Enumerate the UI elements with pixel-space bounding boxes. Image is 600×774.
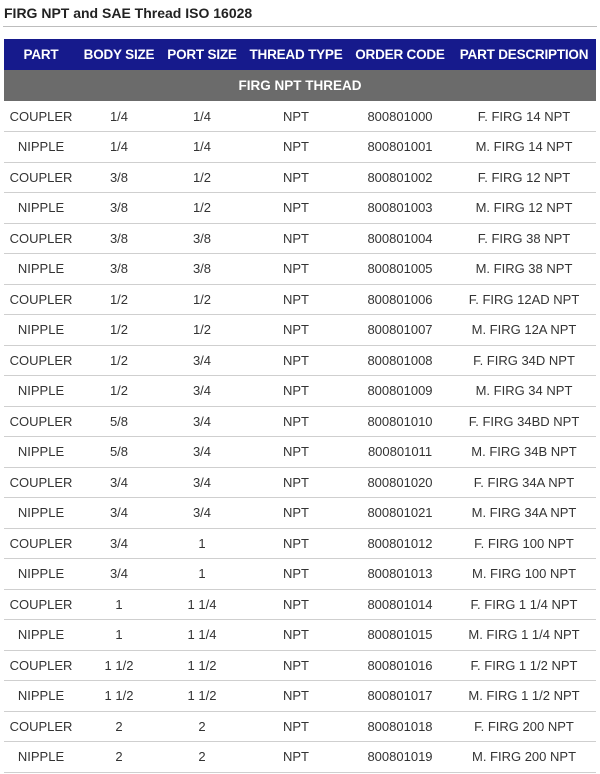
cell-thread-type: NPT <box>244 681 348 712</box>
header-thread-type: THREAD TYPE <box>244 39 348 70</box>
cell-thread-type: NPT <box>244 742 348 773</box>
table-row <box>4 559 596 590</box>
table-row <box>4 498 596 529</box>
cell-part-description: M. FIRG 34 NPT <box>452 376 596 407</box>
cell-body-size: 3/8 <box>78 193 160 224</box>
cell-thread-type: NPT <box>244 620 348 651</box>
cell-part: NIPPLE <box>4 193 78 224</box>
table-row <box>4 254 596 285</box>
cell-part: COUPLER <box>4 589 78 620</box>
cell-order-code: 800801008 <box>348 345 452 376</box>
cell-body-size: 1/2 <box>78 376 160 407</box>
table-row <box>4 742 596 773</box>
cell-part: NIPPLE <box>4 376 78 407</box>
cell-body-size: 5/8 <box>78 437 160 468</box>
cell-thread-type: NPT <box>244 711 348 742</box>
cell-order-code: 800801000 <box>348 101 452 132</box>
cell-port-size: 3/4 <box>160 437 244 468</box>
cell-port-size: 3/4 <box>160 406 244 437</box>
cell-part-description: M. FIRG 12A NPT <box>452 315 596 346</box>
cell-body-size: 3/4 <box>78 559 160 590</box>
cell-part-description: F. FIRG 34A NPT <box>452 467 596 498</box>
cell-part: COUPLER <box>4 223 78 254</box>
table-row <box>4 467 596 498</box>
cell-port-size: 1 <box>160 559 244 590</box>
cell-thread-type: NPT <box>244 528 348 559</box>
table-row <box>4 589 596 620</box>
cell-port-size: 2 <box>160 742 244 773</box>
cell-part: COUPLER <box>4 711 78 742</box>
header-port-size: PORT SIZE <box>160 39 244 70</box>
thread-spec-table <box>4 39 596 773</box>
cell-order-code: 800801006 <box>348 284 452 315</box>
cell-port-size: 3/4 <box>160 345 244 376</box>
cell-body-size: 1/4 <box>78 101 160 132</box>
cell-part: NIPPLE <box>4 254 78 285</box>
cell-port-size: 1/2 <box>160 315 244 346</box>
table-row <box>4 620 596 651</box>
cell-port-size: 3/8 <box>160 223 244 254</box>
cell-thread-type: NPT <box>244 223 348 254</box>
cell-thread-type: NPT <box>244 345 348 376</box>
header-part: PART <box>4 39 78 70</box>
header-body-size: BODY SIZE <box>78 39 160 70</box>
cell-order-code: 800801011 <box>348 437 452 468</box>
cell-part: COUPLER <box>4 284 78 315</box>
cell-part: COUPLER <box>4 162 78 193</box>
cell-part: COUPLER <box>4 406 78 437</box>
cell-port-size: 1 1/2 <box>160 650 244 681</box>
cell-thread-type: NPT <box>244 101 348 132</box>
cell-body-size: 3/8 <box>78 254 160 285</box>
cell-port-size: 1/2 <box>160 193 244 224</box>
cell-part-description: M. FIRG 38 NPT <box>452 254 596 285</box>
page-title: FIRG NPT and SAE Thread ISO 16028 <box>4 5 253 21</box>
section-row <box>4 70 596 101</box>
table-row <box>4 528 596 559</box>
table-row <box>4 345 596 376</box>
cell-port-size: 1 1/2 <box>160 681 244 712</box>
cell-part-description: M. FIRG 34A NPT <box>452 498 596 529</box>
table-row <box>4 406 596 437</box>
cell-thread-type: NPT <box>244 315 348 346</box>
cell-body-size: 3/4 <box>78 528 160 559</box>
table-row <box>4 193 596 224</box>
cell-part: NIPPLE <box>4 681 78 712</box>
cell-body-size: 3/4 <box>78 467 160 498</box>
cell-port-size: 1 <box>160 528 244 559</box>
cell-order-code: 800801005 <box>348 254 452 285</box>
cell-order-code: 800801013 <box>348 559 452 590</box>
cell-part-description: F. FIRG 1 1/2 NPT <box>452 650 596 681</box>
cell-thread-type: NPT <box>244 437 348 468</box>
table-body <box>4 70 596 772</box>
cell-part: NIPPLE <box>4 742 78 773</box>
cell-port-size: 3/4 <box>160 376 244 407</box>
header-order-code: ORDER CODE <box>348 39 452 70</box>
cell-body-size: 2 <box>78 711 160 742</box>
cell-body-size: 1 <box>78 589 160 620</box>
cell-thread-type: NPT <box>244 498 348 529</box>
cell-part: NIPPLE <box>4 559 78 590</box>
cell-thread-type: NPT <box>244 284 348 315</box>
cell-thread-type: NPT <box>244 406 348 437</box>
cell-order-code: 800801016 <box>348 650 452 681</box>
cell-thread-type: NPT <box>244 162 348 193</box>
cell-order-code: 800801015 <box>348 620 452 651</box>
cell-order-code: 800801002 <box>348 162 452 193</box>
cell-order-code: 800801009 <box>348 376 452 407</box>
cell-thread-type: NPT <box>244 254 348 285</box>
cell-body-size: 1 <box>78 620 160 651</box>
cell-part: COUPLER <box>4 528 78 559</box>
cell-part: NIPPLE <box>4 132 78 163</box>
cell-part: NIPPLE <box>4 315 78 346</box>
cell-order-code: 800801021 <box>348 498 452 529</box>
cell-order-code: 800801007 <box>348 315 452 346</box>
cell-part-description: F. FIRG 100 NPT <box>452 528 596 559</box>
cell-part-description: M. FIRG 34B NPT <box>452 437 596 468</box>
header-part-description: PART DESCRIPTION <box>452 39 596 70</box>
cell-order-code: 800801003 <box>348 193 452 224</box>
cell-part-description: M. FIRG 100 NPT <box>452 559 596 590</box>
table-row <box>4 223 596 254</box>
cell-part-description: F. FIRG 12 NPT <box>452 162 596 193</box>
cell-part: NIPPLE <box>4 620 78 651</box>
cell-thread-type: NPT <box>244 559 348 590</box>
cell-order-code: 800801019 <box>348 742 452 773</box>
cell-part: COUPLER <box>4 101 78 132</box>
cell-part: NIPPLE <box>4 498 78 529</box>
cell-part-description: F. FIRG 1 1/4 NPT <box>452 589 596 620</box>
table-header-row <box>4 39 596 70</box>
cell-order-code: 800801014 <box>348 589 452 620</box>
cell-order-code: 800801018 <box>348 711 452 742</box>
table-row <box>4 101 596 132</box>
cell-part-description: F. FIRG 200 NPT <box>452 711 596 742</box>
cell-body-size: 1 1/2 <box>78 650 160 681</box>
cell-body-size: 2 <box>78 742 160 773</box>
cell-body-size: 1/2 <box>78 315 160 346</box>
table-row <box>4 315 596 346</box>
cell-part: COUPLER <box>4 650 78 681</box>
cell-part-description: F. FIRG 34D NPT <box>452 345 596 376</box>
cell-port-size: 3/4 <box>160 467 244 498</box>
cell-thread-type: NPT <box>244 193 348 224</box>
cell-order-code: 800801010 <box>348 406 452 437</box>
cell-order-code: 800801012 <box>348 528 452 559</box>
cell-part-description: M. FIRG 1 1/4 NPT <box>452 620 596 651</box>
cell-part: NIPPLE <box>4 437 78 468</box>
cell-part: COUPLER <box>4 467 78 498</box>
cell-part-description: F. FIRG 38 NPT <box>452 223 596 254</box>
cell-body-size: 3/4 <box>78 498 160 529</box>
cell-order-code: 800801017 <box>348 681 452 712</box>
table-row <box>4 132 596 163</box>
cell-body-size: 1/2 <box>78 345 160 376</box>
cell-part-description: F. FIRG 14 NPT <box>452 101 596 132</box>
cell-port-size: 3/8 <box>160 254 244 285</box>
cell-port-size: 1/4 <box>160 132 244 163</box>
cell-part-description: M. FIRG 12 NPT <box>452 193 596 224</box>
cell-part-description: F. FIRG 12AD NPT <box>452 284 596 315</box>
cell-thread-type: NPT <box>244 589 348 620</box>
cell-port-size: 3/4 <box>160 498 244 529</box>
cell-part-description: F. FIRG 34BD NPT <box>452 406 596 437</box>
section-title: FIRG NPT THREAD <box>4 70 596 101</box>
table-row <box>4 650 596 681</box>
cell-port-size: 1/4 <box>160 101 244 132</box>
cell-thread-type: NPT <box>244 132 348 163</box>
cell-part-description: M. FIRG 200 NPT <box>452 742 596 773</box>
cell-order-code: 800801004 <box>348 223 452 254</box>
cell-body-size: 1/2 <box>78 284 160 315</box>
cell-body-size: 3/8 <box>78 223 160 254</box>
table-row <box>4 681 596 712</box>
table-row <box>4 711 596 742</box>
cell-thread-type: NPT <box>244 376 348 407</box>
cell-body-size: 5/8 <box>78 406 160 437</box>
cell-thread-type: NPT <box>244 650 348 681</box>
cell-body-size: 1 1/2 <box>78 681 160 712</box>
table-row <box>4 162 596 193</box>
table-row <box>4 284 596 315</box>
cell-port-size: 2 <box>160 711 244 742</box>
cell-part: COUPLER <box>4 345 78 376</box>
cell-body-size: 3/8 <box>78 162 160 193</box>
cell-body-size: 1/4 <box>78 132 160 163</box>
cell-port-size: 1/2 <box>160 162 244 193</box>
cell-part-description: M. FIRG 14 NPT <box>452 132 596 163</box>
cell-port-size: 1 1/4 <box>160 620 244 651</box>
cell-port-size: 1/2 <box>160 284 244 315</box>
table-row <box>4 376 596 407</box>
cell-order-code: 800801001 <box>348 132 452 163</box>
cell-part-description: M. FIRG 1 1/2 NPT <box>452 681 596 712</box>
cell-port-size: 1 1/4 <box>160 589 244 620</box>
title-divider <box>3 26 597 27</box>
cell-thread-type: NPT <box>244 467 348 498</box>
table-row <box>4 437 596 468</box>
cell-order-code: 800801020 <box>348 467 452 498</box>
